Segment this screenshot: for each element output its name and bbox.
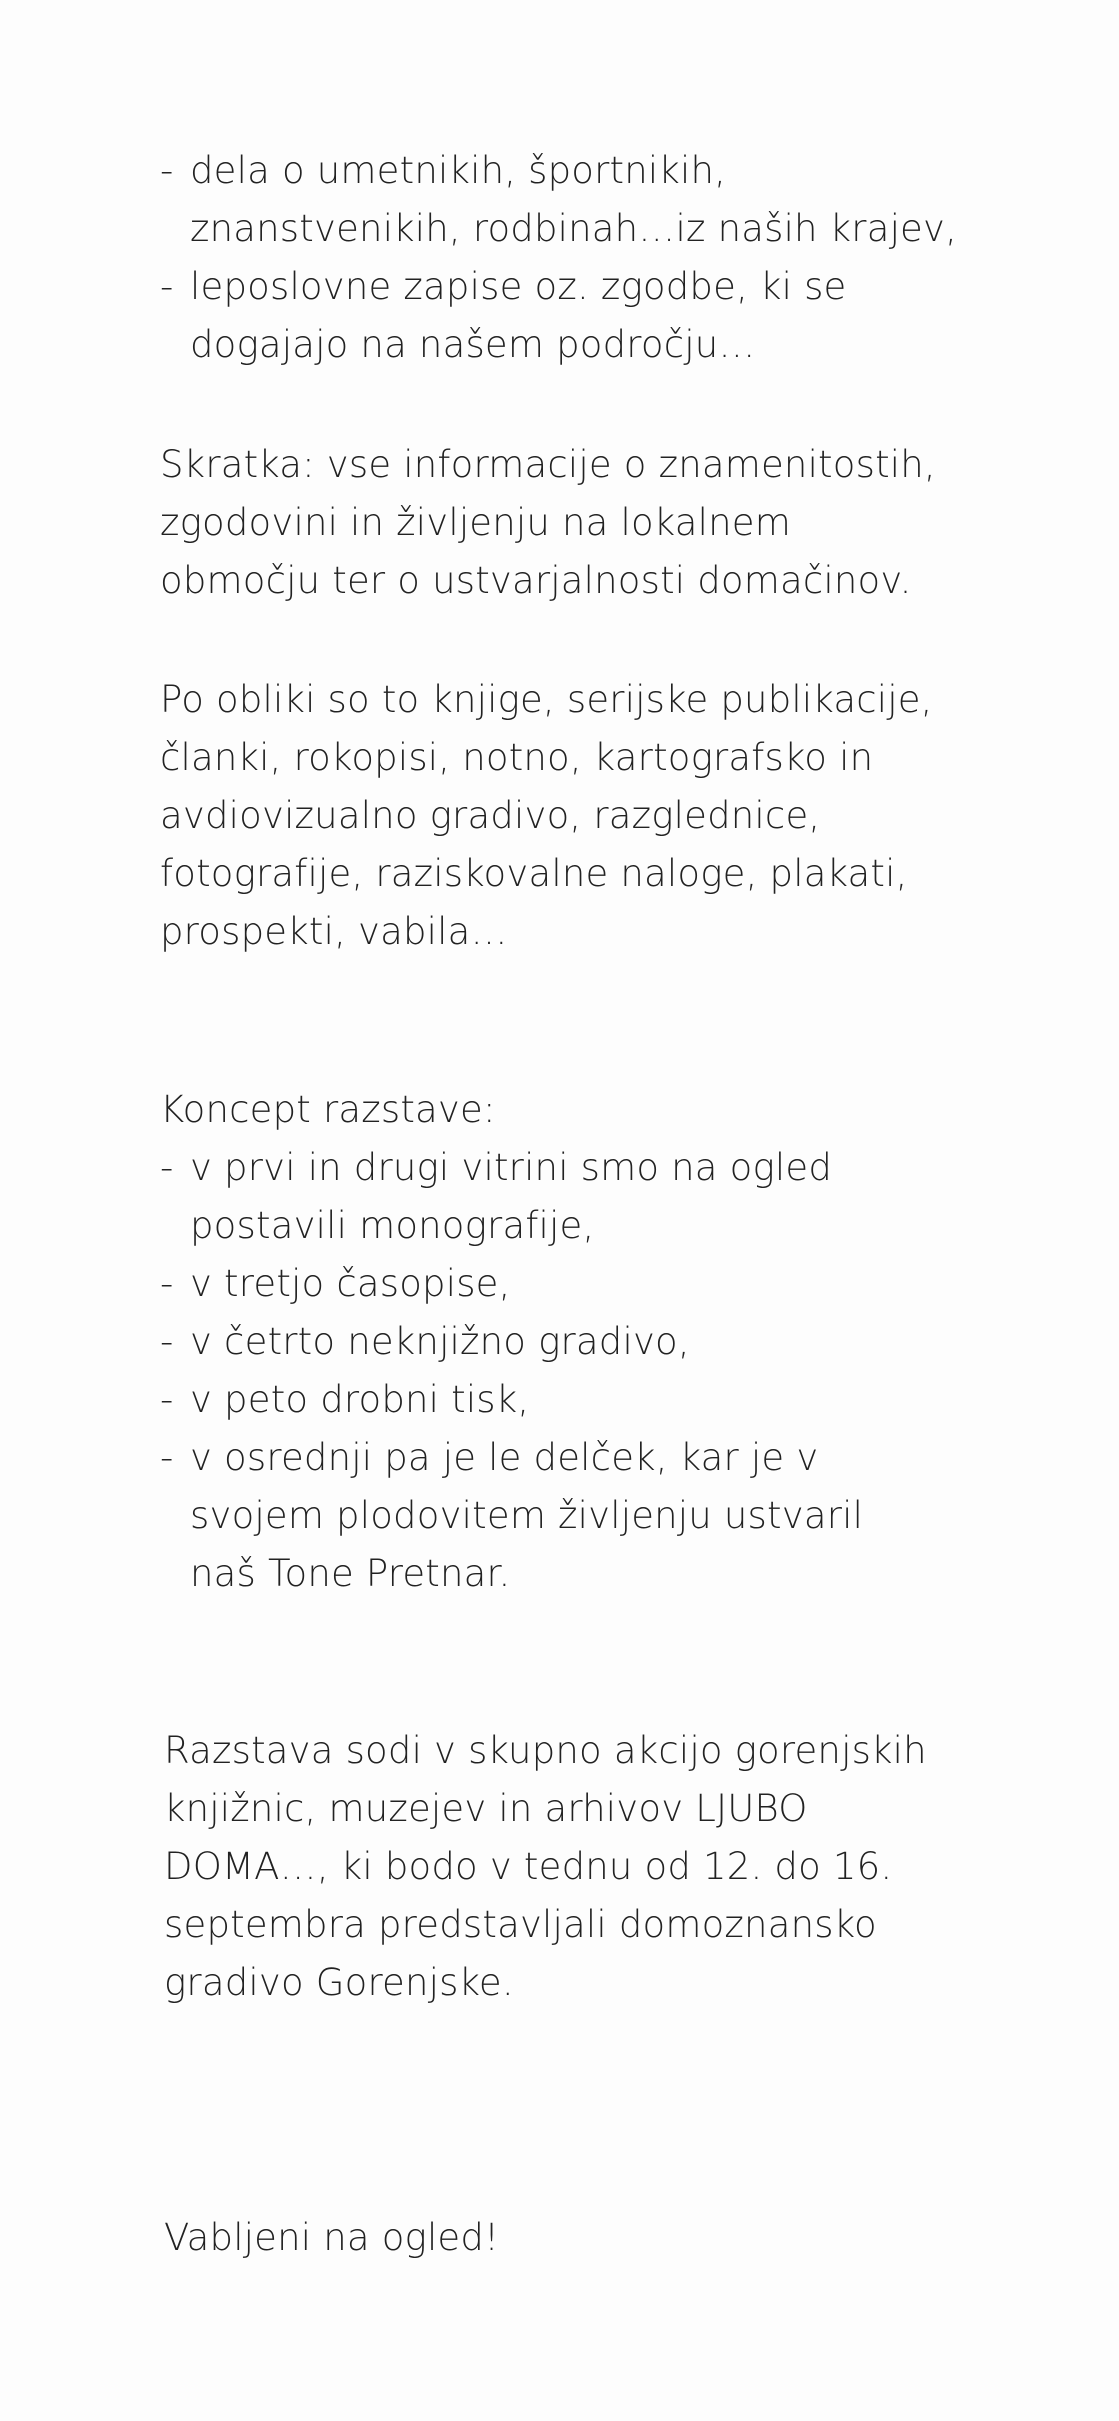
skratka-paragraph xyxy=(160,436,1060,610)
list-item-continuation: znanstvenikih, rodbinah…iz naših krajev, xyxy=(190,207,958,250)
list-item: - v osrednji pa je le delček, kar je v xyxy=(160,1429,1060,1487)
top-list xyxy=(160,142,1060,374)
razstava-paragraph xyxy=(164,1722,1064,2012)
list-item-text: v peto drobni tisk, xyxy=(190,1378,530,1421)
list-item-text: v tretjo časopise, xyxy=(190,1262,511,1305)
section-heading: Koncept razstave: xyxy=(160,1088,496,1131)
list-item: - v prvi in drugi vitrini smo na ogled xyxy=(160,1139,1060,1197)
list-item-continuation: dogajajo na našem področju… xyxy=(190,323,756,366)
paragraph-line: fotografije, raziskovalne naloge, plakati, xyxy=(160,852,908,895)
paragraph-line: gradivo Gorenjske. xyxy=(164,1961,514,2004)
oblika-paragraph xyxy=(160,671,1060,961)
paragraph-line: knjižnic, muzejev in arhivov LJUBO xyxy=(164,1787,808,1830)
list-item: - v peto drobni tisk, xyxy=(160,1371,1060,1429)
list-item: - v četrto neknjižno gradivo, xyxy=(160,1313,1060,1371)
koncept-section xyxy=(160,1081,1060,1603)
closing-text: Vabljeni na ogled! xyxy=(164,2216,500,2259)
paragraph-line: Razstava sodi v skupno akcijo gorenjskih xyxy=(164,1729,927,1772)
closing-line xyxy=(164,2209,1064,2267)
list-item-continuation: naš Tone Pretnar. xyxy=(190,1552,511,1595)
list-item-text: leposlovne zapise oz. zgodbe, ki se xyxy=(190,265,847,308)
paragraph-line: avdiovizualno gradivo, razglednice, xyxy=(160,794,821,837)
paragraph-line: zgodovini in življenju na lokalnem xyxy=(160,501,791,544)
list-item: - dela o umetnikih, športnikih, xyxy=(160,142,1060,200)
list-item-continuation: postavili monografije, xyxy=(190,1204,595,1247)
paragraph-line: DOMA…, ki bodo v tednu od 12. do 16. xyxy=(164,1845,893,1888)
list-item-text: dela o umetnikih, športnikih, xyxy=(190,149,727,192)
paragraph-line: Po obliki so to knjige, serijske publikacije, xyxy=(160,678,933,721)
list-item-text: v osrednji pa je le delček, kar je v xyxy=(190,1436,819,1479)
list-item: - v tretjo časopise, xyxy=(160,1255,1060,1313)
paragraph-line: članki, rokopisi, notno, kartografsko in xyxy=(160,736,874,779)
list-item: - leposlovne zapise oz. zgodbe, ki se xyxy=(160,258,1060,316)
paragraph-line: prospekti, vabila… xyxy=(160,910,508,953)
list-item-text: v prvi in drugi vitrini smo na ogled xyxy=(190,1146,833,1189)
paragraph-line: območju ter o ustvarjalnosti domačinov. xyxy=(160,559,912,602)
paragraph-line: septembra predstavljali domoznansko xyxy=(164,1903,877,1946)
list-item-text: v četrto neknjižno gradivo, xyxy=(190,1320,690,1363)
paragraph-line: Skratka: vse informacije o znamenitostih, xyxy=(160,443,936,486)
list-item-continuation: svojem plodovitem življenju ustvaril xyxy=(190,1494,864,1537)
